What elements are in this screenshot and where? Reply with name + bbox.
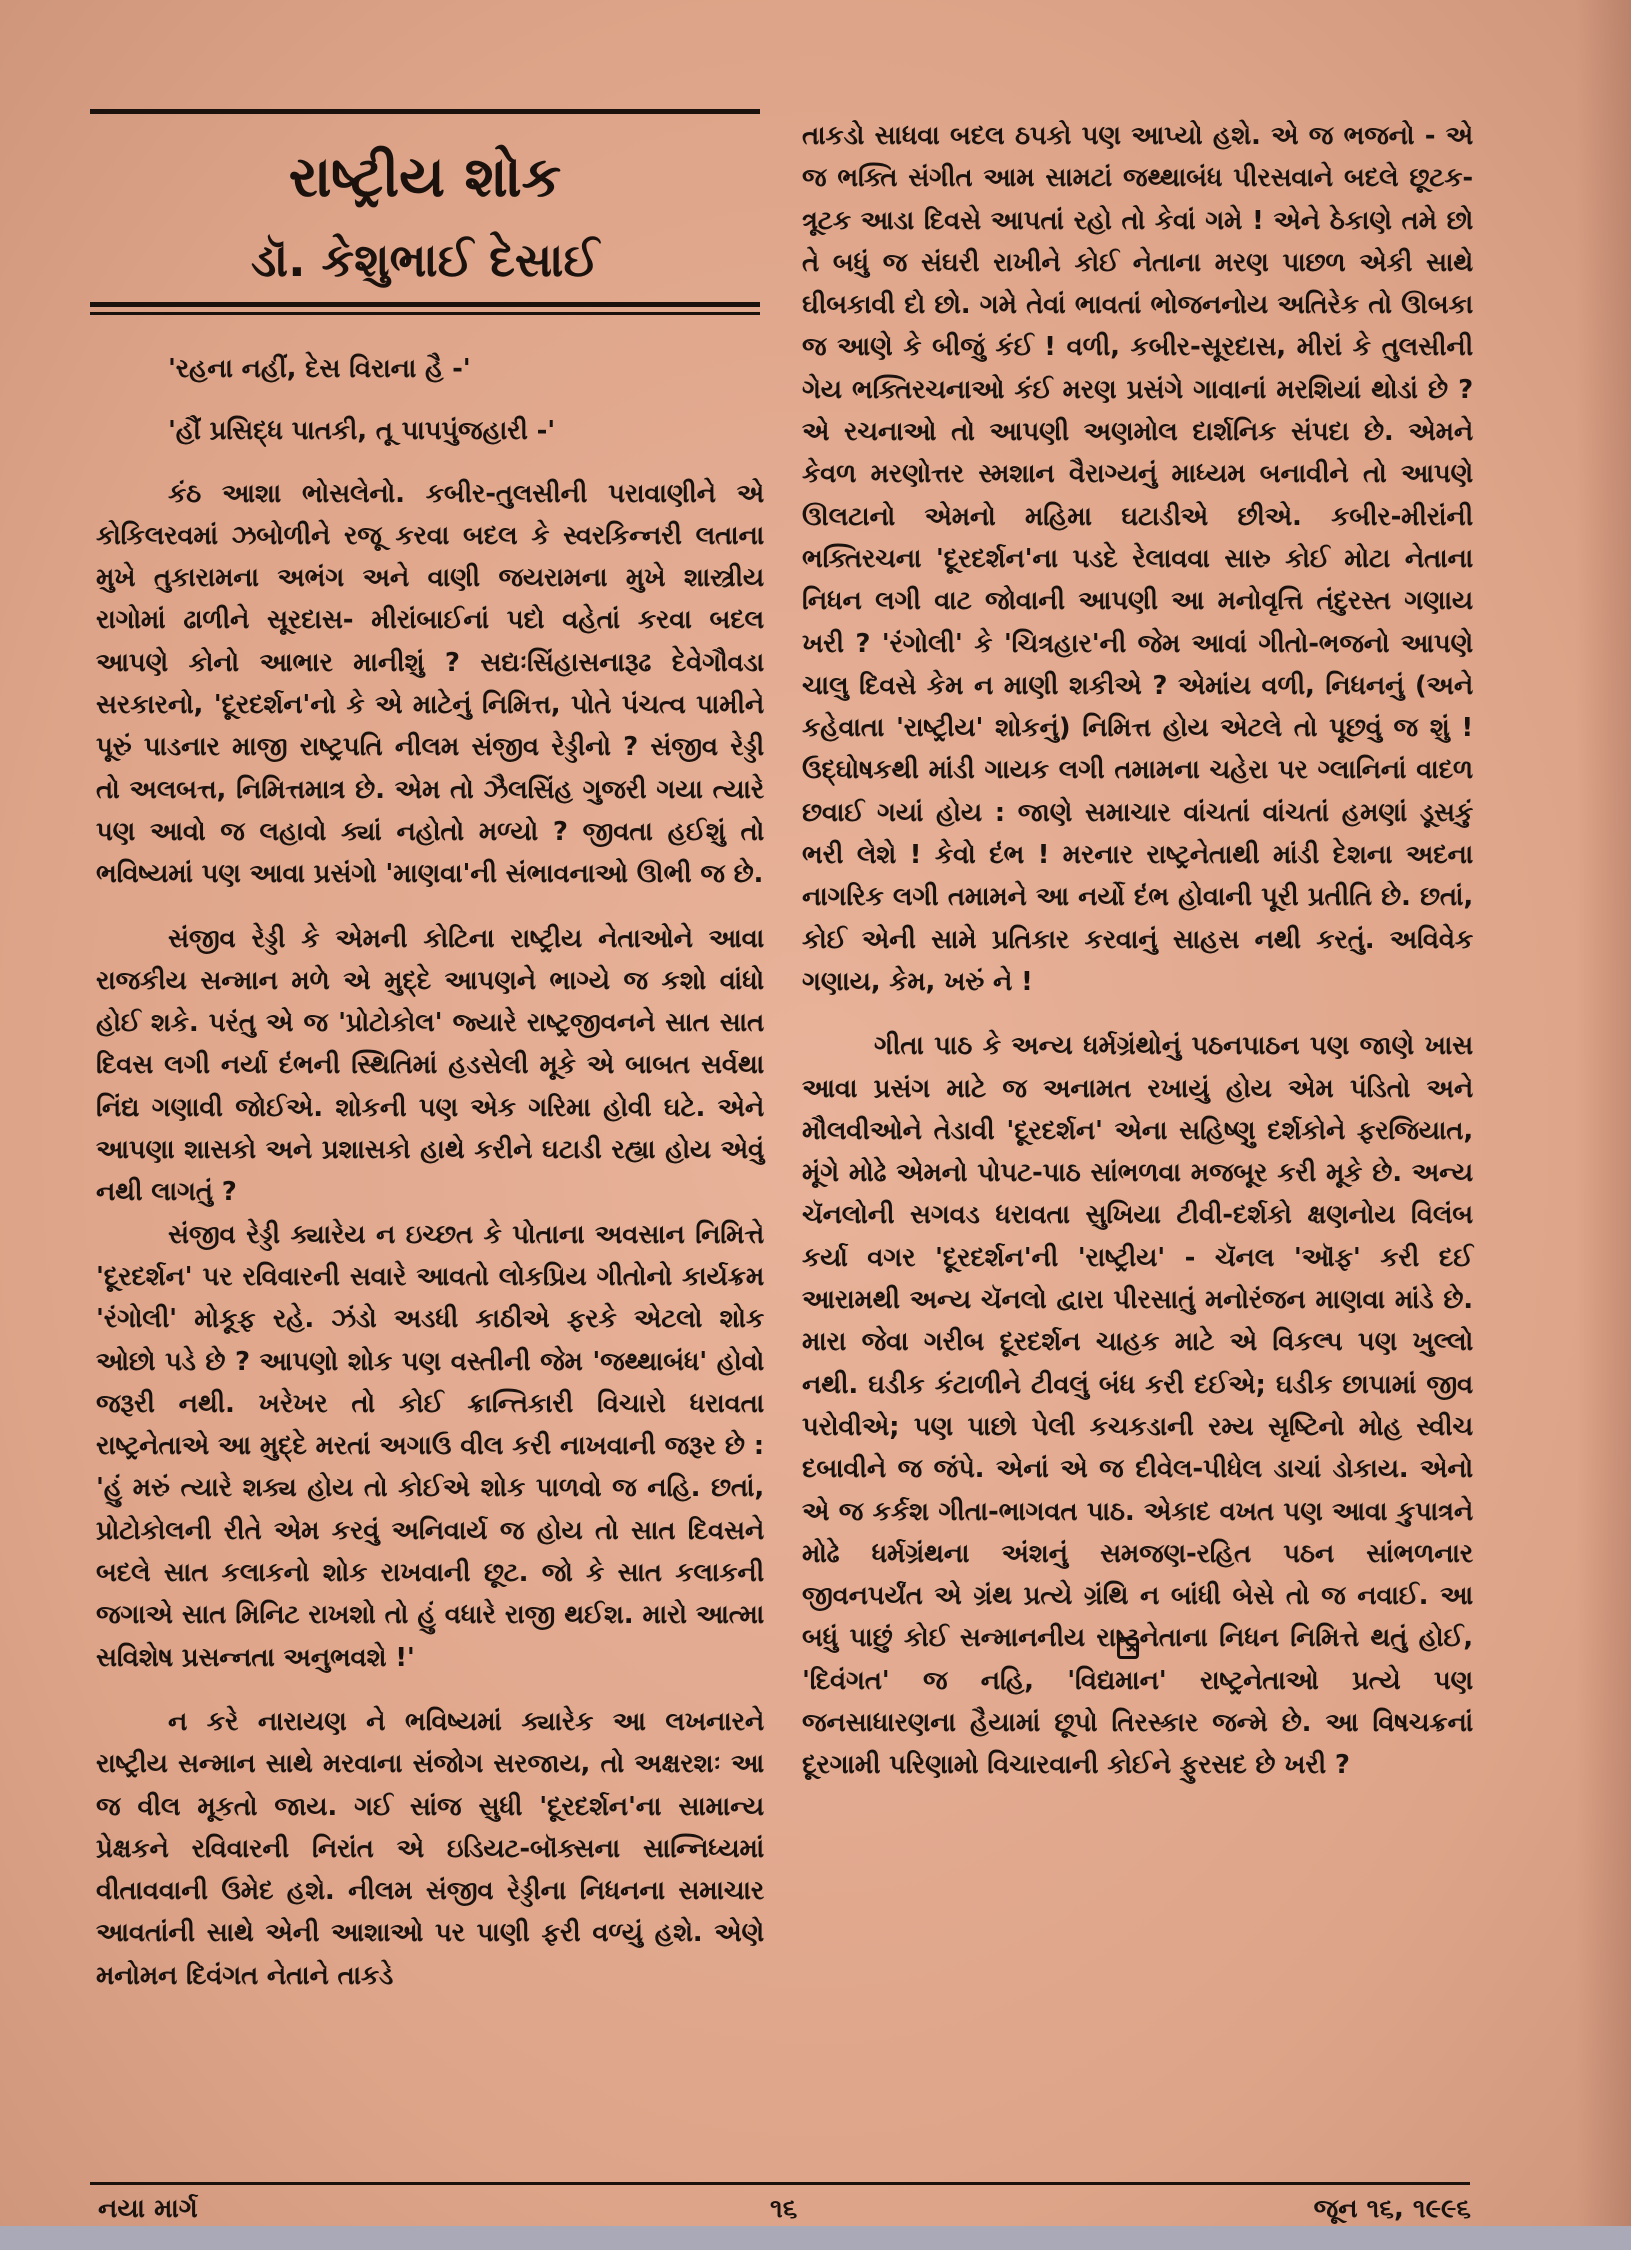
scan-bottom-strip [0, 2226, 1631, 2250]
paragraph: સંજીવ રેડ્ડી કે એમની કોટિના રાષ્ટ્રીય નેતાઓને આવા રાજકીય સન્માન મળે એ મુદ્દે આપણને ભાગ્યે જ કશો વાંધો હોઈ શકે. પરંતુ એ જ 'પ્રોટોકોલ' જ્યારે રાષ્ટ્રજીવનને સાત સાત દિવસ લગી નર્યા દંભની સ્થિતિમાં હડસેલી મૂકે એ બાબત સર્વથા નિંદ્ય ગણાવી જોઈએ. શોકની પણ એક ગરિમા હોવી ઘટે. એને આપણા શાસકો અને પ્રશાસકો હાથે કરીને ઘટાડી રહ્યા હોય એવું નથી લાગતું ? [96, 923, 764, 1208]
right-column [802, 115, 1473, 1787]
header-double-rule-bottom [90, 312, 760, 315]
epigraph-line-2: 'હૌં પ્રસિદ્ધ પાતકી, તૂ પાપપુંજહારી -' [168, 416, 555, 447]
footer-date: જૂન ૧૬, ૧૯૯૬ [1313, 2194, 1471, 2224]
epigraph-line-1: 'રહના નહીં, દેસ વિરાના હૈ -' [168, 354, 471, 384]
article-author: ડૉ. કેશુભાઈ દેસાઈ [251, 233, 599, 287]
left-column [96, 348, 764, 1997]
end-of-article-square-icon [1117, 1637, 1139, 1659]
paragraph: સંજીવ રેડ્ડી ક્યારેય ન ઇચ્છત કે પોતાના અવસાન નિમિત્તે 'દૂરદર્શન' પર રવિવારની સવારે આવતો લોકપ્રિય ગીતોનો કાર્યક્રમ 'રંગોલી' મોકૂફ રહે. ઝંડો અડધી કાઠીએ ફરકે એટલો શોક ઓછો પડે છે ? આપણો શોક પણ વસ્તીની જેમ 'જથ્થાબંધ' હોવો જરૂરી નથી. ખરેખર તો કોઈ ક્રાન્તિકારી વિચારો ધરાવતા રાષ્ટ્રનેતાએ આ મુદ્દે મરતાં અગાઉ વીલ કરી નાખવાની જરૂર છે : 'હું મરું ત્યારે શક્ય હોય તો કોઈએ શોક પાળવો જ નહિ. છતાં, પ્રોટોકોલની રીતે એમ કરવું અનિવાર્ય જ હોય તો સાત દિવસને બદલે સાત કલાકનો શોક રાખવાની છૂટ. જો કે સાત કલાકની જગાએ સાત મિનિટ રાખશો તો હું વધારે રાજી થઈશ. મારો આત્મા સવિશેષ પ્રસન્નતા અનુભવશે !' [96, 1219, 764, 1673]
paragraph: કંઠ આશા ભોસલેનો. કબીર-તુલસીની પરાવાણીને એ કોકિલરવમાં ઝબોળીને રજૂ કરવા બદલ કે સ્વરકિન્નરી લતાના મુખે તુકારામના અભંગ અને વાણી જયરામના મુખે શાસ્ત્રીય રાગોમાં ઢાળીને સૂરદાસ- મીરાંબાઈનાં પદો વહેતાં કરવા બદલ આપણે કોનો આભાર માનીશું ? સદ્યઃસિંહાસનારૂઢ દેવેગૌવડા સરકારનો, 'દૂરદર્શન'નો કે એ માટેનું નિમિત્ત, પોતે પંચત્વ પામીને પૂરું પાડનાર માજી રાષ્ટ્રપતિ નીલમ સંજીવ રેડ્ડીનો ? સંજીવ રેડ્ડી તો અલબત્ત, નિમિત્તમાત્ર છે. એમ તો ઝૈલસિંહ ગુજરી ગયા ત્યારે પણ આવો જ લહાવો ક્યાં નહોતો મળ્યો ? જીવતા હઈશું તો ભવિષ્યમાં પણ આવા પ્રસંગો 'માણવા'ની સંભાવનાઓ ઊભી જ છે. [96, 478, 764, 890]
paragraph: ન કરે નારાયણ ને ભવિષ્યમાં ક્યારેક આ લખનારને રાષ્ટ્રીય સન્માન સાથે મરવાના સંજોગ સરજાય, તો અક્ષરશઃ આ જ વીલ મૂકતો જાય. ગઈ સાંજ સુધી 'દૂરદર્શન'ના સામાન્ય પ્રેક્ષકને રવિવારની નિરાંત એ ઇડિયટ-બૉક્સના સાન્નિધ્યમાં વીતાવવાની ઉમેદ હશે. નીલમ સંજીવ રેડ્ડીના નિધનના સમાચાર આવતાંની સાથે એની આશાઓ પર પાણી ફરી વળ્યું હશે. એણે મનોમન દિવંગત નેતાને તાકડે [96, 1706, 764, 1991]
footer-publication: નયા માર્ગ [98, 2194, 198, 2224]
header-double-rule-top [90, 302, 760, 307]
page-edge-shadow [1576, 0, 1631, 2250]
paragraph: તાકડો સાધવા બદલ ઠપકો પણ આપ્યો હશે. એ જ ભજનો - એ જ ભક્તિ સંગીત આમ સામટાં જથ્થાબંધ પીરસવાને બદલે છૂટક-ત્રૂટક આડા દિવસે આપતાં રહો તો કેવાં ગમે ! એને ઠેકાણે તમે છો તે બધું જ સંઘરી રાખીને કોઈ નેતાના મરણ પાછળ એકી સાથે ઘીબકાવી દો છો. ગમે તેવાં ભાવતાં ભોજનનોય અતિરેક તો ઊબકા જ આણે કે બીજું કંઈ ! વળી, કબીર-સૂરદાસ, મીરાં કે તુલસીની ગેય ભક્તિરચનાઓ કંઈ મરણ પ્રસંગે ગાવાનાં મરશિયાં થોડાં છે ? એ રચનાઓ તો આપણી અણમોલ દાર્શનિક સંપદા છે. એમને કેવળ મરણોત્તર સ્મશાન વૈરાગ્યનું માધ્યમ બનાવીને તો આપણે ઊલટાનો એમનો મહિમા ઘટાડીએ છીએ. કબીર-મીરાંની ભક્તિરચના 'દૂરદર્શન'ના પડદે રેલાવવા સારુ કોઈ મોટા નેતાના નિધન લગી વાટ જોવાની આપણી આ મનોવૃત્તિ તંદુરસ્ત ગણાય ખરી ? 'રંગોલી' કે 'ચિત્રહાર'ની જેમ આવાં ગીતો-ભજનો આપણે ચાલુ દિવસે કેમ ન માણી શકીએ ? એમાંય વળી, નિધનનું (અને કહેવાતા 'રાષ્ટ્રીય' શોકનું) નિમિત્ત હોય એટલે તો પૂછવું જ શું ! ઉદ્ઘોષકથી માંડી ગાયક લગી તમામના ચહેરા પર ગ્લાનિનાં વાદળ છવાઈ ગયાં હોય : જાણે સમાચાર વાંચતાં વાંચતાં હમણાં ડૂસકું ભરી લેશે ! કેવો દંભ ! મરનાર રાષ્ટ્રનેતાથી માંડી દેશના અદના નાગરિક લગી તમામને આ નર્યો દંભ હોવાની પૂરી પ્રતીતિ છે. છતાં, કોઈ એની સામે પ્રતિકાર કરવાનું સાહસ નથી કરતું. અવિવેક ગણાય, કેમ, ખરું ને ! [802, 121, 1473, 997]
paragraph: ગીતા પાઠ કે અન્ય ધર્મગ્રંથોનું પઠનપાઠન પણ જાણે ખાસ આવા પ્રસંગ માટે જ અનામત રખાયું હોય એમ પંડિતો અને મૌલવીઓને તેડાવી 'દૂરદર્શન' એના સહિષ્ણુ દર્શકોને ફરજિયાત, મૂંગે મોઢે એમનો પોપટ-પાઠ સાંભળવા મજબૂર કરી મૂકે છે. અન્ય ચૅનલોની સગવડ ધરાવતા સુખિયા ટીવી-દર્શકો ક્ષણનોય વિલંબ કર્યા વગર 'દૂરદર્શન'ની 'રાષ્ટ્રીય' - ચૅનલ 'ઑફ' કરી દઈ આરામથી અન્ય ચૅનલો દ્વારા પીરસાતું મનોરંજન માણવા માંડે છે. મારા જેવા ગરીબ દૂરદર્શન ચાહક માટે એ વિકલ્પ પણ ખુલ્લો નથી. ઘડીક કંટાળીને ટીવલું બંધ કરી દઈએ; ઘડીક છાપામાં જીવ પરોવીએ; પણ પાછો પેલી કચકડાની રમ્ય સૃષ્ટિનો મોહ સ્વીચ દબાવીને જ જંપે. એનાં એ જ દીવેલ-પીધેલ ડાચાં ડોકાય. એનો એ જ કર્કશ ગીતા-ભાગવત પાઠ. એકાદ વખત પણ આવા કુપાત્રને મોઢે ધર્મગ્રંથના અંશનું સમજણ-રહિત પઠન સાંભળનાર જીવનપર્યંત એ ગ્રંથ પ્રત્યે ગ્રંથિ ન બાંધી બેસે તો જ નવાઈ. આ બધું પાછું કોઈ સન્માનનીય રાષ્ટ્રનેતાના નિધન નિમિત્તે થતું હોઈ, 'દિવંગત' જ નહિ, 'વિદ્યમાન' રાષ્ટ્રનેતાઓ પ્રત્યે પણ જનસાધારણના હૈયામાં છૂપો તિરસ્કાર જન્મે છે. આ વિષચક્રનાં દૂરગામી પરિણામો વિચારવાની કોઈને ફુરસદ છે ખરી ? [802, 1031, 1473, 1781]
top-rule [90, 109, 760, 114]
article-title: રાષ્ટ્રીય શોક [288, 145, 562, 210]
footer-page-number: ૧૬ [770, 2194, 798, 2224]
footer-rule [90, 2182, 1470, 2185]
